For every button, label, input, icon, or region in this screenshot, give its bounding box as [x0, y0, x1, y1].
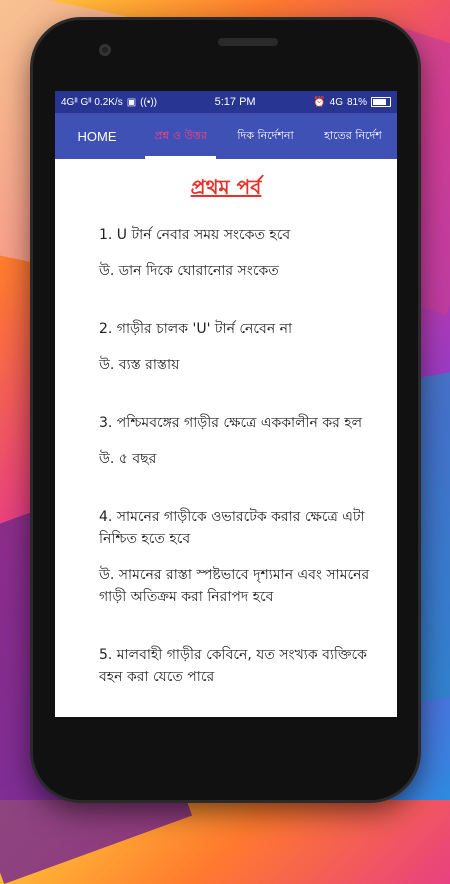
- question-text: 3. পশ্চিমবঙ্গের গাড়ীর ক্ষেত্রে এককালীন কর হল: [99, 415, 363, 431]
- list-item: [99, 318, 385, 376]
- signal-status-text: 4Gᴵᴵ Gᴵᴵ 0.2K/s: [61, 96, 123, 108]
- list-item: [99, 644, 385, 688]
- status-time: 5:17 PM: [214, 96, 256, 108]
- page-title: প্রথম পর্ব: [190, 175, 262, 199]
- tab-questions-answers[interactable]: প্রশ্ন ও উত্তর: [139, 113, 222, 159]
- cast-icon: ((•)): [140, 96, 157, 108]
- list-item: [99, 412, 385, 470]
- answer-text: উ. ৫ বছর: [99, 451, 157, 467]
- answer-text: উ. ডান দিকে ঘোরানোর সংকেত: [99, 263, 279, 279]
- battery-icon: [371, 97, 391, 107]
- phone-screen: [55, 91, 397, 717]
- answer-text: উ. ব্যস্ত রাস্তায়: [99, 357, 180, 373]
- network-text: 4G: [329, 96, 343, 108]
- tab-directions[interactable]: দিক নির্দেশনা: [237, 128, 294, 142]
- question-text: 4. সামনের গাড়ীকে ওভারটেক করার ক্ষেত্রে এটা নিশ্চিত হতে হবে: [99, 509, 365, 547]
- qa-list: [55, 224, 397, 688]
- battery-text: 81%: [346, 96, 367, 108]
- tab-hand-signals[interactable]: হাতের নির্দেশ: [324, 128, 382, 142]
- question-text: 5. মালবাহী গাড়ীর কেবিনে, যত সংখ্যক ব্যক্তিকে বহন করা যেতে পারে: [99, 647, 367, 685]
- question-text: 2. গাড়ীর চালক 'U' টার্ন নেবেন না: [99, 321, 293, 337]
- status-bar: [55, 91, 397, 113]
- front-camera: [99, 44, 111, 56]
- question-text: 1. U টার্ন নেবার সময় সংকেত হবে: [99, 227, 291, 243]
- alarm-icon: ⏰: [313, 96, 326, 108]
- content-area[interactable]: [55, 159, 397, 688]
- notification-icon: ▣: [126, 96, 137, 108]
- tab-home[interactable]: HOME: [77, 128, 117, 144]
- phone-frame: [33, 20, 418, 800]
- speaker-grille: [218, 38, 278, 46]
- list-item: [99, 224, 385, 282]
- answer-text: উ. সামনের রাস্তা স্পষ্টভাবে দৃশ্যমান এবং সামনের গাড়ী অতিক্রম করা নিরাপদ হবে: [99, 567, 370, 605]
- tab-bar: [55, 113, 397, 159]
- list-item: [99, 506, 385, 608]
